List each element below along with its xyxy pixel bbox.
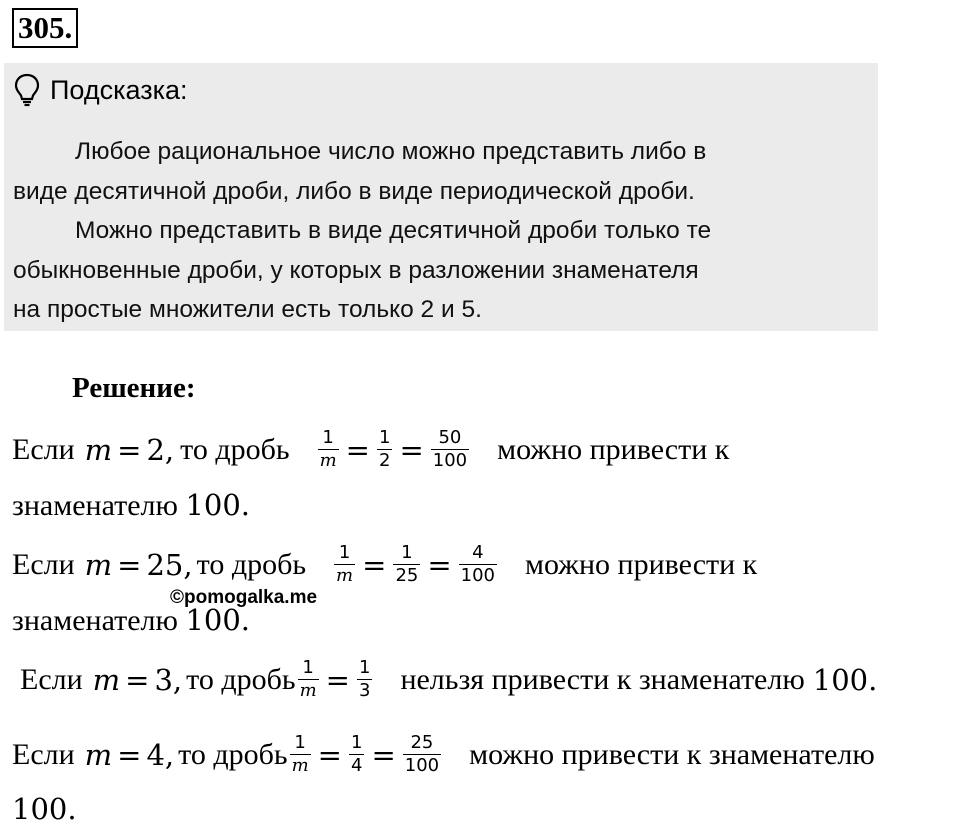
fraction: $\frac{4}{100}$ [460, 542, 496, 586]
solution-title: Решение: [72, 372, 196, 404]
case-value: 4, [146, 737, 175, 772]
equals-sign: = [325, 662, 350, 697]
fraction: $\frac{1}{25}$ [395, 542, 419, 586]
fraction: $\frac{1}{m}$ [336, 542, 354, 586]
hint-line: Любое рациональное число можно представить либо в [75, 138, 707, 165]
solution-line-continuation: 100. [12, 792, 77, 826]
variable: m [84, 432, 113, 467]
variable: m [84, 737, 113, 772]
fraction: $\frac{1}{4}$ [350, 732, 363, 776]
fraction: $\frac{1}{3}$ [358, 657, 371, 701]
hint-line: Можно представить в виде десятичной дроби только те [75, 217, 712, 244]
fraction: $\frac{25}{100}$ [404, 732, 440, 776]
case-prefix: Если [20, 662, 83, 696]
hint-line: обыкновенные дроби, у которых в разложении знаменателя [13, 256, 699, 284]
case-value: 2, [146, 432, 175, 467]
hint-line: на простые множители есть только 2 и 5. [13, 296, 482, 323]
case-prefix: Если [12, 737, 75, 771]
equals-sign: = [371, 737, 396, 772]
solution-line-continuation: знаменателю 100. [12, 488, 251, 522]
solution-line [20, 658, 877, 701]
hint-header [14, 70, 188, 110]
fraction: $\frac{1}{m}$ [319, 427, 337, 471]
equals-sign: = [345, 432, 370, 467]
lightbulb-icon [14, 73, 40, 107]
case-mid-text: то дробь [178, 737, 288, 771]
watermark: ©pomogalka.me [170, 587, 318, 608]
case-mid-text: то дробь [196, 547, 307, 581]
equals-sign: = [117, 547, 142, 582]
case-mid-text: то дробь [180, 432, 290, 466]
case-prefix: Если [12, 432, 75, 466]
variable: m [92, 662, 121, 697]
equals-sign: = [399, 432, 424, 467]
solution-line [12, 428, 729, 471]
fraction: $\frac{1}{2}$ [378, 427, 391, 471]
case-value: 25, [146, 547, 193, 582]
solution-line-continuation: знаменателю 100. [12, 603, 251, 637]
problem-number: 305. [12, 8, 78, 48]
fraction: $\frac{1}{m}$ [291, 732, 309, 776]
hint-text [13, 132, 873, 330]
case-suffix-number: 100. [812, 662, 878, 697]
case-mid-text: то дробь [186, 662, 296, 696]
equals-sign: = [117, 737, 142, 772]
equals-sign: = [125, 662, 150, 697]
case-prefix: Если [12, 547, 75, 581]
solution-line [12, 733, 875, 776]
equals-sign: = [317, 737, 342, 772]
equals-sign: = [117, 432, 142, 467]
case-suffix: можно привести к [497, 432, 730, 466]
equals-sign: = [362, 547, 387, 582]
fraction: $\frac{50}{100}$ [432, 427, 468, 471]
equals-sign: = [427, 547, 452, 582]
case-suffix: можно привести к знаменателю [469, 737, 875, 771]
hint-line: виде десятичной дроби, либо в виде периодической дроби. [13, 177, 695, 205]
hint-title: Подсказка: [50, 74, 188, 105]
fraction: $\frac{1}{m}$ [299, 657, 317, 701]
case-value: 3, [154, 662, 183, 697]
case-suffix: можно привести к [525, 547, 758, 581]
solution-line [12, 543, 757, 586]
case-suffix: нельзя привести к знаменателю [400, 662, 805, 696]
variable: m [84, 547, 113, 582]
